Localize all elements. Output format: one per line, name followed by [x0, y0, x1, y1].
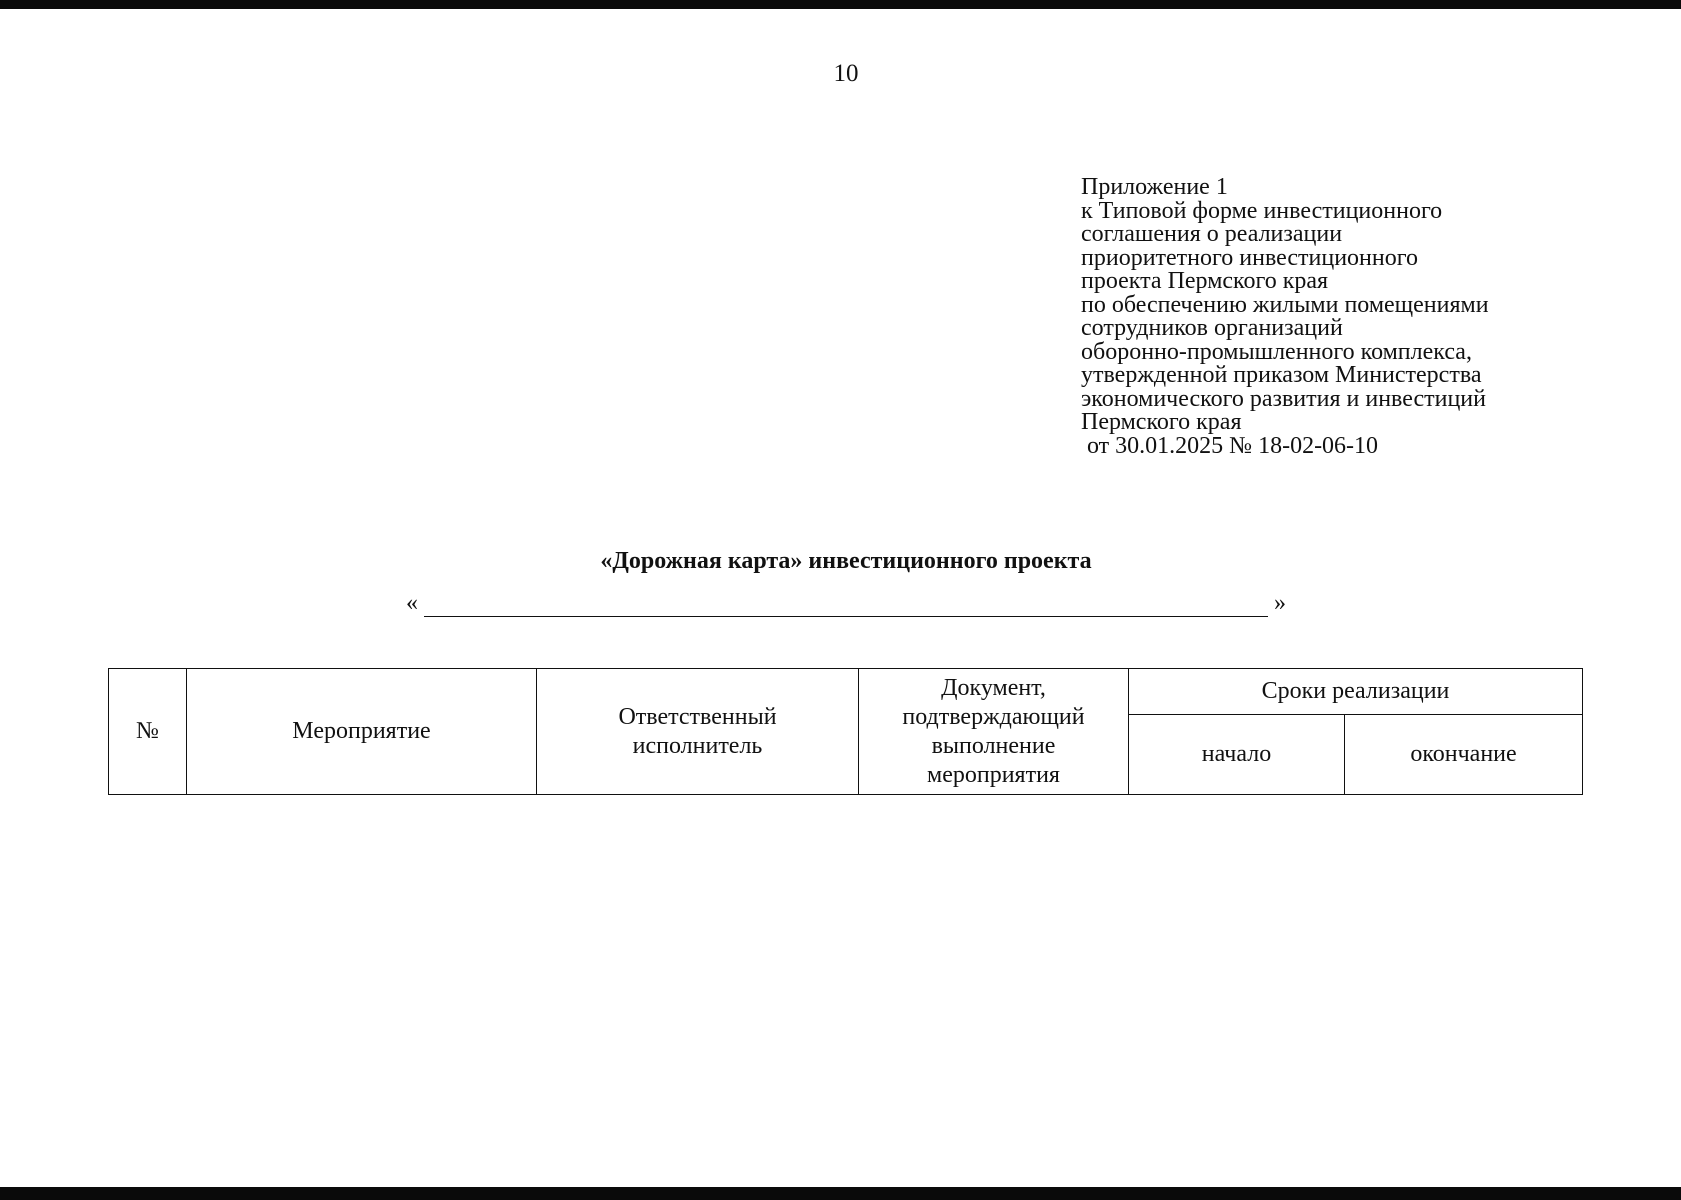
appendix-line: приоритетного инвестиционного — [1081, 244, 1418, 271]
scan-border-top — [0, 0, 1681, 9]
header-deadlines: Сроки реализации — [1129, 669, 1583, 715]
header-document: Документ, подтверждающий выполнение мероприятия — [859, 669, 1129, 795]
open-quote: « — [406, 590, 418, 616]
roadmap-table — [108, 668, 1583, 795]
appendix-line: экономического развития и инвестиций — [1081, 385, 1486, 412]
document-title: «Дорожная карта» инвестиционного проекта — [600, 548, 1092, 574]
appendix-line: к Типовой форме инвестиционного — [1081, 197, 1443, 224]
appendix-block — [1081, 176, 1601, 458]
appendix-line: оборонно-промышленного комплекса, — [1081, 338, 1472, 365]
appendix-line: утвержденной приказом Министерства — [1081, 362, 1482, 388]
header-start: начало — [1129, 715, 1345, 795]
appendix-line: сотрудников организаций — [1081, 315, 1343, 341]
project-name-underline — [424, 616, 1268, 617]
header-activity: Мероприятие — [187, 669, 537, 795]
appendix-line: по обеспечению жилыми помещениями — [1081, 291, 1489, 318]
header-end: окончание — [1345, 715, 1583, 795]
header-number: № — [109, 669, 187, 795]
close-quote: » — [1274, 590, 1286, 616]
appendix-line: Пермского края — [1081, 409, 1242, 435]
appendix-line: Приложение 1 — [1081, 174, 1228, 200]
appendix-order-date: от 30.01.2025 № 18-02-06-10 — [1087, 432, 1379, 459]
scan-border-bottom — [0, 1187, 1681, 1200]
page-number: 10 — [833, 60, 859, 87]
header-responsible: Ответственный исполнитель — [537, 669, 859, 795]
project-name-field — [406, 590, 1286, 620]
appendix-line: проекта Пермского края — [1081, 268, 1329, 294]
appendix-line: соглашения о реализации — [1081, 221, 1343, 247]
